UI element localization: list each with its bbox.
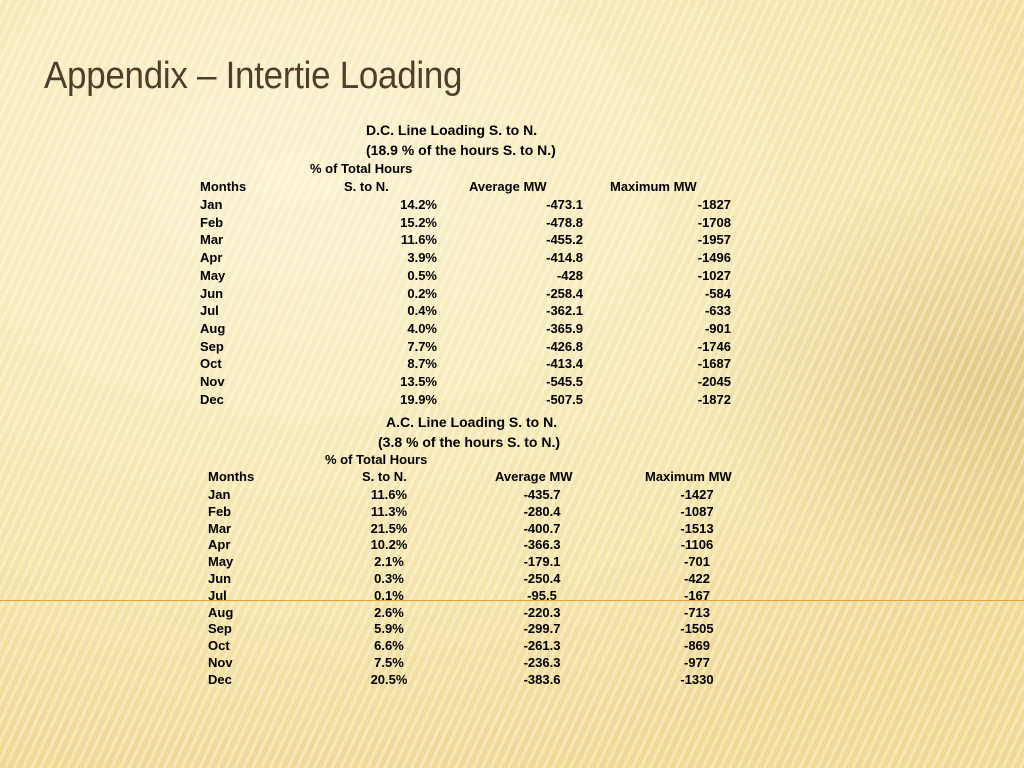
avg-mw-cell: -507.5 <box>546 391 583 407</box>
pct-cell: 19.9% <box>400 391 437 407</box>
month-cell: Jan <box>208 487 231 502</box>
month-cell: Mar <box>200 232 224 248</box>
table-row <box>0 391 731 410</box>
table-row <box>0 267 731 286</box>
table-row <box>0 320 731 339</box>
pct-cell: 8.7% <box>407 356 437 372</box>
pct-cell: 11.6% <box>370 487 408 502</box>
pct-cell: 5.9% <box>374 621 404 637</box>
table-row <box>0 487 714 505</box>
pct-cell: 7.7% <box>407 338 437 354</box>
pct-cell: 0.3% <box>374 571 404 586</box>
max-mw-cell: -584 <box>704 285 731 301</box>
pct-cell: 4.0% <box>407 320 437 336</box>
pct-cell: 13.5% <box>400 374 437 389</box>
avg-mw-cell: -435.7 <box>523 487 561 502</box>
pct-cell: 0.5% <box>407 267 437 283</box>
avg-mw-cell: -400.7 <box>523 520 561 536</box>
table-row <box>0 250 731 268</box>
max-mw-cell: -1708 <box>697 214 731 230</box>
dc-pct-header-top: % of Total Hours <box>310 161 413 176</box>
avg-mw-cell: -258.4 <box>546 285 583 301</box>
ac-header-months: Months <box>208 469 255 484</box>
ac-header-average-mw: Average MW <box>495 469 573 484</box>
ac-table-subcaption: (3.8 % of the hours S. to N.) <box>378 434 561 450</box>
table-row <box>0 214 731 233</box>
slide-title: Appendix – Intertie Loading <box>44 55 463 97</box>
month-cell: May <box>208 554 234 570</box>
max-mw-cell: -901 <box>704 320 731 336</box>
month-cell: Sep <box>208 621 232 637</box>
pct-cell: 10.2% <box>370 537 408 553</box>
dc-header-average-mw: Average MW <box>469 179 547 194</box>
month-cell: Jan <box>200 197 223 212</box>
max-mw-cell: -1957 <box>697 232 731 248</box>
table-row <box>0 356 731 374</box>
table-row <box>0 285 731 304</box>
avg-mw-cell: -280.4 <box>523 503 561 519</box>
max-mw-cell: -1505 <box>680 621 714 637</box>
month-cell: Jul <box>208 587 227 603</box>
max-mw-cell: -701 <box>683 554 711 570</box>
avg-mw-cell: -383.6 <box>523 671 561 687</box>
avg-mw-cell: -414.8 <box>546 250 583 266</box>
pct-cell: 0.1% <box>374 587 404 603</box>
month-cell: Aug <box>208 604 234 620</box>
pct-cell: 2.1% <box>374 554 404 570</box>
avg-mw-cell: -455.2 <box>546 232 583 248</box>
max-mw-cell: -1427 <box>680 487 714 502</box>
month-cell: Oct <box>200 356 222 372</box>
month-cell: Aug <box>200 320 226 336</box>
avg-mw-cell: -473.1 <box>546 197 583 212</box>
table-row <box>0 303 731 321</box>
table-row <box>0 537 714 555</box>
table-row <box>0 571 711 589</box>
avg-mw-cell: -179.1 <box>523 554 561 570</box>
table-row <box>0 638 711 656</box>
month-cell: May <box>200 267 226 283</box>
month-cell: Dec <box>200 391 224 407</box>
pct-cell: 3.9% <box>407 250 437 266</box>
ac-header-s-to-n: S. to N. <box>362 469 407 484</box>
month-cell: Dec <box>208 671 232 687</box>
dc-header-maximum-mw: Maximum MW <box>610 179 697 194</box>
pct-cell: 0.2% <box>407 285 437 301</box>
pct-cell: 2.6% <box>374 604 404 620</box>
ac-header-maximum-mw: Maximum MW <box>645 469 732 484</box>
table-row <box>0 655 711 673</box>
dc-header-s-to-n: S. to N. <box>344 179 389 194</box>
avg-mw-cell: -545.5 <box>546 374 583 389</box>
table-row <box>0 374 731 392</box>
avg-mw-cell: -428 <box>556 267 583 283</box>
avg-mw-cell: -220.3 <box>523 604 561 620</box>
avg-mw-cell: -366.3 <box>523 537 561 553</box>
month-cell: Feb <box>200 214 224 230</box>
month-cell: Apr <box>200 250 223 266</box>
max-mw-cell: -713 <box>683 604 711 620</box>
month-cell: Oct <box>208 638 230 654</box>
ac-table-caption: A.C. Line Loading S. to N. <box>386 414 558 430</box>
max-mw-cell: -1087 <box>680 503 714 519</box>
avg-mw-cell: -478.8 <box>546 214 583 230</box>
max-mw-cell: -869 <box>683 638 711 654</box>
avg-mw-cell: -95.5 <box>527 587 557 603</box>
table-row <box>0 587 711 606</box>
pct-cell: 14.2% <box>400 197 437 212</box>
table-row <box>0 554 711 572</box>
max-mw-cell: -977 <box>683 655 711 670</box>
month-cell: Jul <box>200 303 219 319</box>
max-mw-cell: -633 <box>704 303 731 319</box>
table-row <box>0 503 714 522</box>
max-mw-cell: -1496 <box>697 250 731 266</box>
avg-mw-cell: -426.8 <box>546 338 583 354</box>
pct-cell: 0.4% <box>407 303 437 319</box>
month-cell: Sep <box>200 338 224 354</box>
avg-mw-cell: -261.3 <box>523 638 561 654</box>
avg-mw-cell: -299.7 <box>523 621 561 637</box>
month-cell: Jun <box>200 285 224 301</box>
pct-cell: 21.5% <box>370 520 408 536</box>
max-mw-cell: -1106 <box>680 537 714 553</box>
avg-mw-cell: -362.1 <box>546 303 583 319</box>
table-row <box>0 197 731 215</box>
max-mw-cell: -1827 <box>697 197 731 212</box>
ac-pct-header-top: % of Total Hours <box>325 452 428 467</box>
table-row <box>0 671 714 690</box>
month-cell: Nov <box>200 374 225 389</box>
pct-cell: 15.2% <box>400 214 437 230</box>
table-row <box>0 520 714 539</box>
max-mw-cell: -1027 <box>697 267 731 283</box>
table-row <box>0 232 731 250</box>
max-mw-cell: -422 <box>683 571 711 586</box>
max-mw-cell: -1746 <box>697 338 731 354</box>
month-cell: Mar <box>208 520 232 536</box>
table-row <box>0 604 711 623</box>
avg-mw-cell: -236.3 <box>523 655 561 670</box>
pct-cell: 20.5% <box>370 671 408 687</box>
max-mw-cell: -1687 <box>697 356 731 372</box>
dc-header-months: Months <box>200 179 247 194</box>
dc-table-subcaption: (18.9 % of the hours S. to N.) <box>366 142 556 158</box>
month-cell: Jun <box>208 571 232 586</box>
table-row <box>0 621 714 639</box>
max-mw-cell: -1872 <box>697 391 731 407</box>
table-row <box>0 338 731 357</box>
max-mw-cell: -167 <box>683 587 711 603</box>
avg-mw-cell: -250.4 <box>523 571 561 586</box>
pct-cell: 11.6% <box>400 232 437 248</box>
month-cell: Nov <box>208 655 233 670</box>
avg-mw-cell: -365.9 <box>546 320 583 336</box>
pct-cell: 11.3% <box>370 503 408 519</box>
max-mw-cell: -1513 <box>680 520 714 536</box>
pct-cell: 6.6% <box>374 638 404 654</box>
month-cell: Feb <box>208 503 232 519</box>
avg-mw-cell: -413.4 <box>546 356 583 372</box>
max-mw-cell: -2045 <box>697 374 731 389</box>
dc-table-caption: D.C. Line Loading S. to N. <box>366 122 538 138</box>
pct-cell: 7.5% <box>374 655 404 670</box>
month-cell: Apr <box>208 537 231 553</box>
max-mw-cell: -1330 <box>680 671 714 687</box>
